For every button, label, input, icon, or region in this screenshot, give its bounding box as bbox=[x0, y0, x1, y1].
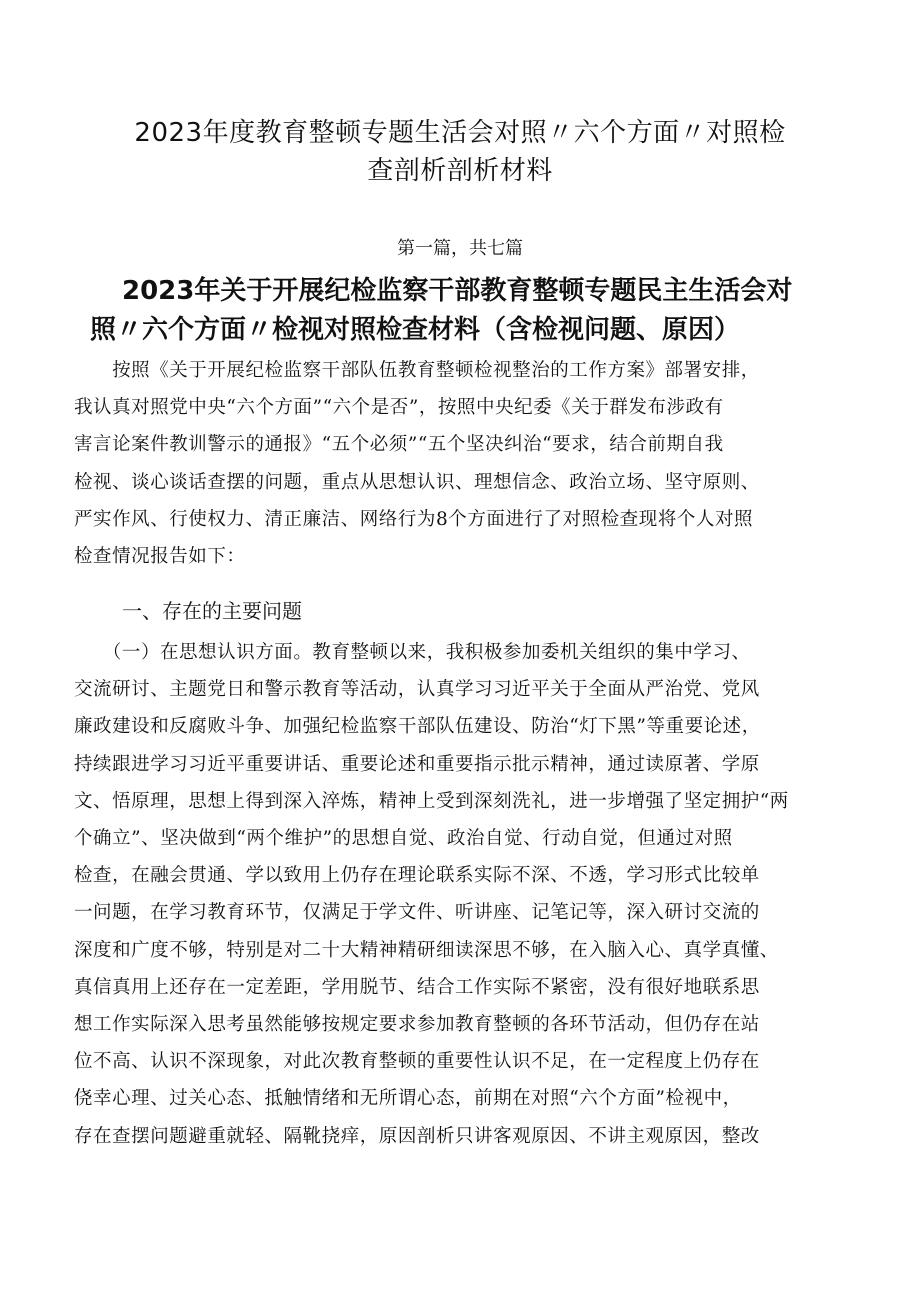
paragraph-line: （一）在思想认识方面。教育整顿以来，我积极参加委机关组织的集中学习、 bbox=[74, 642, 751, 663]
paragraph-line: 文、悟原理，思想上得到深入淬炼，精神上受到深刻洗礼，进一步增强了坚定拥护“两 bbox=[74, 790, 789, 812]
intro-paragraph bbox=[74, 352, 864, 575]
intro-line: 我认真对照党中央“六个方面”“六个是否”，按照中央纪委《关于群发布涉政有 bbox=[74, 397, 724, 419]
thought-awareness-paragraph bbox=[74, 634, 864, 1155]
document-title-line-2: 查剖析剖析材料 bbox=[367, 156, 553, 186]
paragraph-line: 检查，在融会贯通、学以致用上仍存在理论联系实际不深、不透，学习形式比较单 bbox=[74, 865, 760, 887]
paragraph-line: 个确立”、坚决做到“两个维护”的思想自觉、政治自觉、行动自觉，但通过对照 bbox=[74, 828, 733, 850]
section-heading: 一、存在的主要问题 bbox=[122, 599, 302, 623]
paragraph-line: 真信真用上还存在一定差距，学用脱节、结合工作实际不紧密，没有很好地联系思 bbox=[74, 976, 760, 998]
intro-line: 检视、谈心谈话查摆的问题，重点从思想认识、理想信念、政治立场、坚守原则、 bbox=[74, 471, 760, 493]
subtitle-line-2: 照〃六个方面〃检视对照检查材料（含检视问题、原因） bbox=[90, 315, 741, 345]
intro-line: 严实作风、行使权力、清正廉洁、网络行为8个方面进行了对照检查现将个人对照 bbox=[74, 508, 754, 530]
paragraph-line: 交流研讨、主题党日和警示教育等活动，认真学习习近平关于全面从严治党、党风 bbox=[74, 679, 760, 701]
document-title-line-1: 2023年度教育整顿专题生活会对照〃六个方面〃对照检 bbox=[134, 118, 786, 148]
paragraph-line: 持续跟进学习习近平重要讲话、重要论述和重要指示批示精神，通过读原著、学原 bbox=[74, 753, 760, 775]
part-label: 第一篇，共七篇 bbox=[397, 238, 523, 259]
intro-line: 检查情况报告如下： bbox=[74, 546, 246, 568]
paragraph-line: 侥幸心理、过关心态、抵触情绪和无所谓心态，前期在对照“六个方面”检视中， bbox=[74, 1088, 742, 1110]
intro-line: 按照《关于开展纪检监察干部队伍教育整顿检视整治的工作方案》部署安排， bbox=[74, 360, 760, 381]
paragraph-line: 想工作实际深入思考虽然能够按规定要求参加教育整顿的各环节活动，但仍存在站 bbox=[74, 1014, 760, 1036]
paragraph-line: 一问题，在学习教育环节，仅满足于学文件、听讲座、记笔记等，深入研讨交流的 bbox=[74, 902, 760, 924]
subtitle-line-1: 2023年关于开展纪检监察干部教育整顿专题民主生活会对 bbox=[122, 276, 793, 306]
paragraph-line: 存在查摆问题避重就轻、隔靴挠痒，原因剖析只讲客观原因、不讲主观原因，整改 bbox=[74, 1125, 760, 1147]
intro-line: 害言论案件教训警示的通报》“五个必须”“五个坚决纠治“要求，结合前期自我 bbox=[74, 434, 724, 456]
paragraph-line: 位不高、认识不深现象，对此次教育整顿的重要性认识不足，在一定程度上仍存在 bbox=[74, 1051, 760, 1073]
paragraph-line: 深度和广度不够，特别是对二十大精神精研细读深思不够，在入脑入心、真学真懂、 bbox=[74, 939, 779, 961]
paragraph-line: 廉政建设和反腐败斗争、加强纪检监察干部队伍建设、防治“灯下黑”等重要论述， bbox=[74, 716, 761, 738]
